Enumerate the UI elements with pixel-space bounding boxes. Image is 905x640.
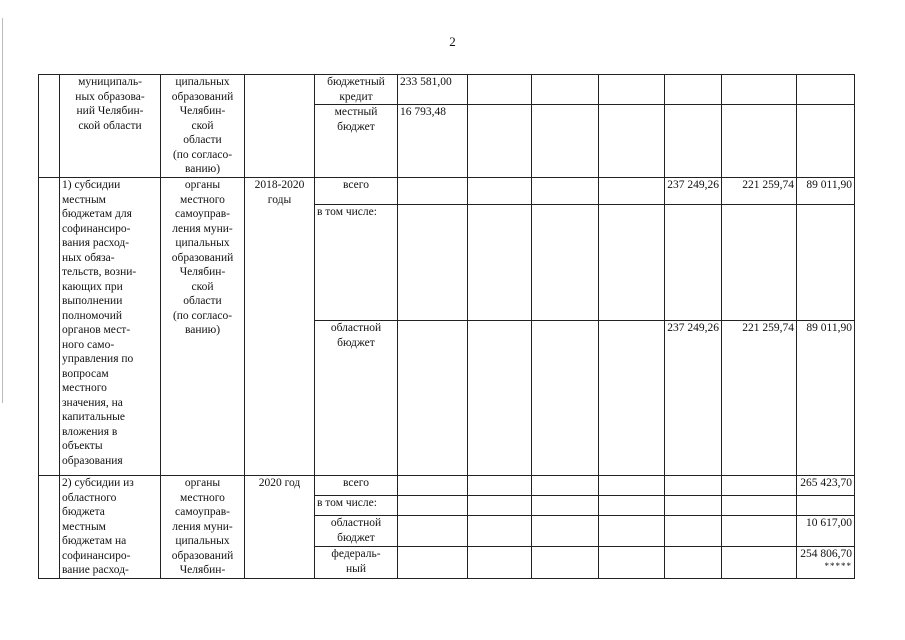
period-text: 2018-2020 годы xyxy=(254,179,305,206)
value-cell xyxy=(797,75,855,105)
value-cell xyxy=(599,75,665,105)
source-label: всего xyxy=(343,179,369,191)
value-text: 237 249,26 xyxy=(667,322,719,334)
value-cell xyxy=(665,178,722,205)
table-row xyxy=(39,75,855,105)
executor-cell xyxy=(161,178,245,476)
value-cell xyxy=(665,547,722,578)
source-label-cell xyxy=(315,547,398,578)
value-text: 221 259,74 xyxy=(742,322,794,334)
source-label-cell xyxy=(315,75,398,105)
row-index-cell xyxy=(39,178,60,476)
row-index-cell xyxy=(39,75,60,178)
value-cell xyxy=(398,496,468,516)
value-cell xyxy=(722,496,797,516)
value-cell xyxy=(532,75,599,105)
measure-name-cell xyxy=(60,178,161,476)
value-cell xyxy=(797,178,855,205)
source-label-cell xyxy=(315,178,398,205)
footnote-marker: ***** xyxy=(824,560,852,571)
value-cell xyxy=(722,321,797,476)
measure-name: 1) субсидии местным бюджетам для софинансиро- вания расход- ных обяза- тельств, возни- кающих при выполнении полномочий органов мест- ного само- управления по вопросам местного значения, на капитальные вложения в объекты образования xyxy=(62,179,137,467)
value-text: 89 011,90 xyxy=(806,322,852,334)
value-cell xyxy=(797,496,855,516)
value-cell xyxy=(599,105,665,178)
value-cell xyxy=(532,178,599,205)
value-cell xyxy=(599,205,665,321)
source-label: бюджетный кредит xyxy=(327,76,385,103)
value-cell xyxy=(599,321,665,476)
value-cell xyxy=(468,516,532,547)
value-cell xyxy=(797,547,855,578)
source-label: местный бюджет xyxy=(334,106,378,133)
value-cell xyxy=(468,496,532,516)
value-cell xyxy=(599,178,665,205)
table-row xyxy=(39,178,855,205)
value-cell xyxy=(468,205,532,321)
value-cell xyxy=(468,105,532,178)
executor-text: ципальных образований Челябин- ской области (по согласо- ванию) xyxy=(171,76,234,175)
value-cell xyxy=(398,205,468,321)
value-cell xyxy=(532,476,599,496)
source-label-cell xyxy=(315,105,398,178)
page-number: 2 xyxy=(449,34,456,49)
scan-margin-line xyxy=(2,18,3,403)
source-label-cell xyxy=(315,476,398,496)
source-label-cell xyxy=(315,516,398,547)
value-cell xyxy=(468,178,532,205)
period-cell xyxy=(245,476,315,579)
measure-name-cell xyxy=(60,476,161,579)
value-cell xyxy=(665,205,722,321)
source-label: в том числе: xyxy=(317,497,377,510)
row-index-cell xyxy=(39,476,60,579)
value-cell xyxy=(398,321,468,476)
value-cell xyxy=(722,178,797,205)
value-text: 233 581,00 xyxy=(400,76,452,88)
program-table xyxy=(38,74,855,579)
value-cell xyxy=(599,476,665,496)
value-cell xyxy=(599,516,665,547)
period-cell xyxy=(245,178,315,476)
value-cell xyxy=(532,321,599,476)
value-text: 254 806,70 xyxy=(800,548,852,561)
source-label: всего xyxy=(343,477,369,489)
value-cell xyxy=(722,476,797,496)
table-row xyxy=(39,476,855,496)
value-cell xyxy=(722,547,797,578)
value-cell xyxy=(398,105,468,178)
executor-cell xyxy=(161,476,245,579)
value-cell xyxy=(398,476,468,496)
value-cell xyxy=(398,178,468,205)
source-label-cell xyxy=(315,205,398,321)
source-label-cell xyxy=(315,496,398,516)
value-cell xyxy=(665,105,722,178)
value-cell xyxy=(722,205,797,321)
source-label: федераль- ный xyxy=(331,548,381,575)
source-label-cell xyxy=(315,321,398,476)
value-cell xyxy=(468,75,532,105)
value-cell xyxy=(468,321,532,476)
value-cell xyxy=(532,496,599,516)
period-text: 2020 год xyxy=(258,477,301,489)
source-label: областной бюджет xyxy=(330,322,382,349)
period-cell xyxy=(245,75,315,178)
executor-cell xyxy=(161,75,245,178)
source-label: областной бюджет xyxy=(330,517,382,544)
measure-name: муниципаль- ных образова- ний Челябин- ской области xyxy=(75,76,145,132)
value-cell xyxy=(797,205,855,321)
measure-name-cell xyxy=(60,75,161,178)
value-cell xyxy=(665,476,722,496)
value-cell xyxy=(599,547,665,578)
value-cell xyxy=(665,516,722,547)
value-cell xyxy=(532,105,599,178)
value-cell xyxy=(532,205,599,321)
source-label: в том числе: xyxy=(317,206,377,218)
value-cell xyxy=(722,75,797,105)
value-cell xyxy=(665,496,722,516)
executor-text: органы местного самоуправ- ления муни- ципальных образований Челябин- ской области (по согласо- ванию) xyxy=(171,179,234,336)
value-cell xyxy=(797,105,855,178)
value-cell xyxy=(722,516,797,547)
value-text: 10 617,00 xyxy=(806,517,852,530)
value-cell xyxy=(797,516,855,547)
value-cell xyxy=(797,321,855,476)
value-cell xyxy=(398,516,468,547)
value-cell xyxy=(532,516,599,547)
value-cell xyxy=(599,496,665,516)
value-cell xyxy=(398,75,468,105)
value-cell xyxy=(797,476,855,496)
value-text: 237 249,26 xyxy=(667,179,719,191)
value-text: 16 793,48 xyxy=(400,106,446,118)
value-cell xyxy=(665,75,722,105)
value-cell xyxy=(468,476,532,496)
value-text: 89 011,90 xyxy=(806,179,852,191)
measure-name: 2) субсидии из областного бюджета местным бюджетам на софинансиро- вание расход- xyxy=(62,477,134,576)
value-text: 265 423,70 xyxy=(800,477,852,489)
value-cell xyxy=(665,321,722,476)
executor-text: органы местного самоуправ- ления муни- ципальных образований Челябин- xyxy=(171,477,234,576)
value-cell xyxy=(532,547,599,578)
value-cell xyxy=(722,105,797,178)
value-cell xyxy=(468,547,532,578)
value-cell xyxy=(398,547,468,578)
value-text: 221 259,74 xyxy=(742,179,794,191)
